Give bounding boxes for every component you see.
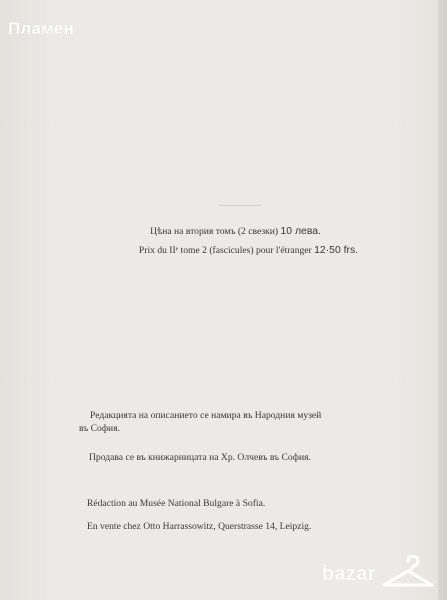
museum-note	[0, 409, 447, 435]
seller-watermark: Пламен	[8, 19, 74, 38]
price-line-french	[0, 241, 447, 260]
bazar-logo	[322, 555, 442, 595]
price-text-fr: Prix du IIᵉ tome 2 (fascicules) pour l'étranger	[138, 245, 312, 256]
logo-text: bazar	[322, 563, 376, 585]
hanger-icon	[380, 555, 436, 591]
price-block	[0, 222, 447, 260]
museum-note-line-1: Редакцията на описанието се намира въ Народния музей	[90, 410, 322, 421]
vente-note: En vente chez Otto Harrassowitz, Querstrasse 14, Leipzig.	[87, 521, 312, 532]
price-line-bulgarian	[0, 222, 447, 241]
price-amount-fr: 12·50 frs.	[314, 245, 359, 256]
price-amount-bg: 10 лева.	[280, 226, 321, 237]
redaction-note: Rédaction au Musée National Bulgare à Sofia.	[87, 498, 266, 509]
divider-rule	[219, 205, 261, 206]
price-text-bg: Цѣна на втория томъ (2 свезки)	[150, 226, 279, 237]
museum-note-line-2: въ София.	[79, 423, 121, 434]
page-edge	[438, 0, 447, 600]
sale-note: Продава се въ книжарницата на Хр. Олчевъ въ София.	[89, 452, 311, 463]
